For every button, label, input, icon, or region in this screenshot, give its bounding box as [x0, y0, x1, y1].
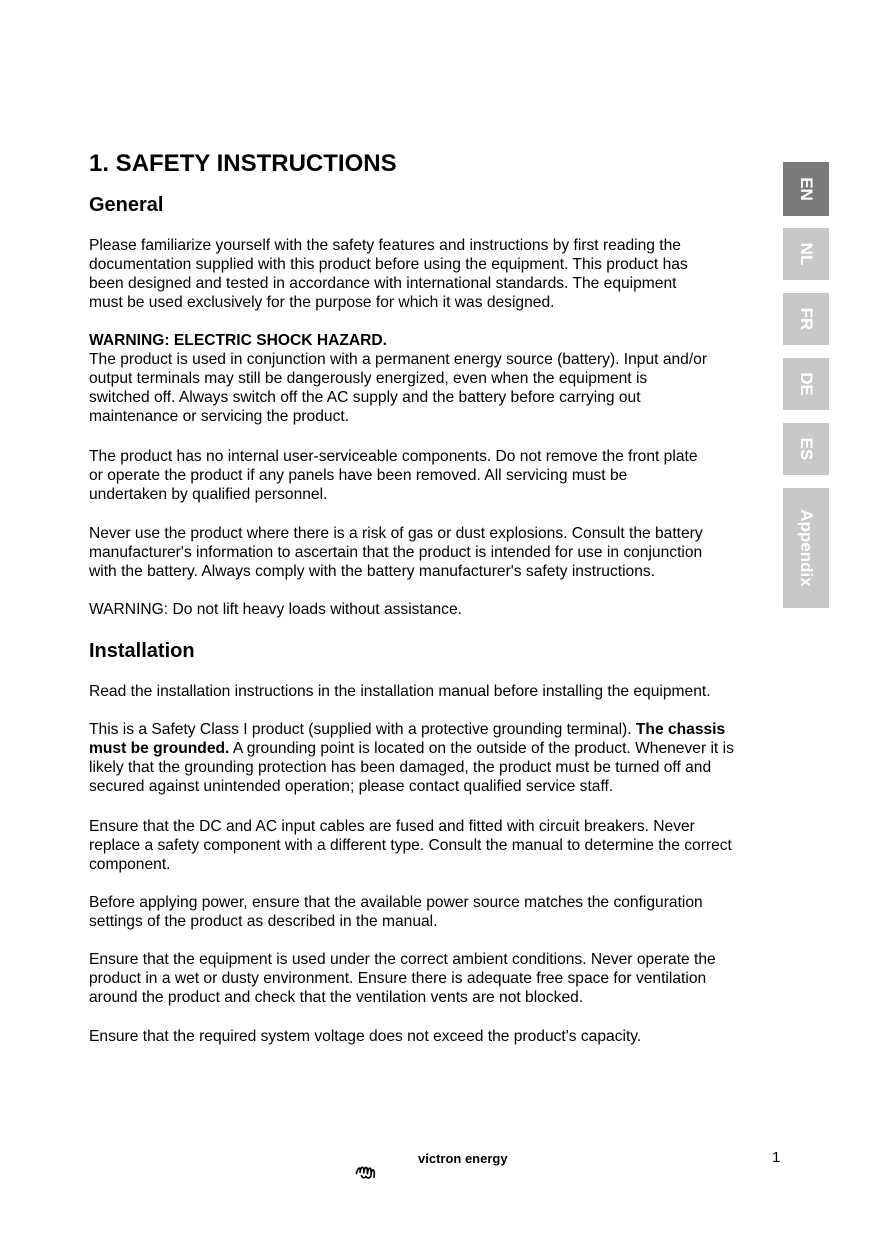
text-line: documentation supplied with this product before using the equipment. This product has: [89, 256, 688, 273]
text-line: Before applying power, ensure that the available power source matches the configuration: [89, 894, 703, 911]
general-paragraph-5: [89, 600, 789, 619]
text-line: likely that the grounding protection has been damaged, the product must be turned off and: [89, 759, 712, 776]
tab-es[interactable]: [783, 423, 829, 475]
general-paragraph-3: [89, 447, 789, 504]
tab-nl[interactable]: [783, 228, 829, 280]
general-paragraph-1: [89, 236, 789, 312]
tab-label: FR: [797, 307, 816, 331]
page-title: 1. SAFETY INSTRUCTIONS: [89, 150, 397, 177]
tab-fr[interactable]: [783, 293, 829, 345]
emphasis-text: The chassis: [635, 721, 726, 738]
text-line: undertaken by qualified personnel.: [89, 486, 328, 503]
text-line: Ensure that the DC and AC input cables are fused and fitted with circuit breakers. Never: [89, 818, 695, 835]
text-line: Read the installation instructions in the installation manual before installing the equipment.: [89, 683, 711, 700]
text-line: or operate the product if any panels have been removed. All servicing must be: [89, 467, 628, 484]
text-line: The product is used in conjunction with a permanent energy source (battery). Input and/or: [89, 351, 708, 368]
text-line: manufacturer's information to ascertain that the product is intended for use in conjunction: [89, 544, 703, 561]
page-number: 1: [772, 1149, 781, 1166]
tab-label: NL: [797, 242, 816, 266]
text-line: [89, 720, 789, 739]
section-title-installation: Installation: [89, 640, 195, 662]
general-warning-paragraph: [89, 331, 789, 426]
tab-appendix[interactable]: [783, 488, 829, 608]
text-line: settings of the product as described in the manual.: [89, 913, 438, 930]
warning-title: WARNING: ELECTRIC SHOCK HAZARD.: [89, 332, 388, 349]
logo-text: victron energy: [418, 1151, 508, 1166]
text-line: Ensure that the equipment is used under the correct ambient conditions. Never operate the: [89, 951, 716, 968]
general-paragraph-4: [89, 524, 789, 581]
text-line: maintenance or servicing the product.: [89, 408, 350, 425]
installation-paragraph-1: [89, 682, 789, 701]
tab-label: EN: [797, 177, 816, 201]
section-title-general: General: [89, 194, 164, 216]
text-line: [89, 739, 789, 758]
tab-label: Appendix: [797, 509, 816, 587]
text-line: product in a wet or dusty environment. Ensure there is adequate free space for ventilation: [89, 970, 707, 987]
tab-en[interactable]: [783, 162, 829, 216]
text-line: Please familiarize yourself with the safety features and instructions by first reading the: [89, 237, 681, 254]
text-line: WARNING: Do not lift heavy loads without assistance.: [89, 601, 462, 618]
installation-paragraph-6: [89, 1027, 789, 1046]
text-line: Ensure that the required system voltage does not exceed the product's capacity.: [89, 1028, 642, 1045]
text-line: component.: [89, 856, 171, 873]
text-line: replace a safety component with a different type. Consult the manual to determine the correct: [89, 837, 732, 854]
installation-paragraph-5: [89, 950, 789, 1007]
installation-paragraph-4: [89, 893, 789, 931]
victron-logo-icon: [355, 1148, 417, 1194]
text-line: secured against unintended operation; please contact qualified service staff.: [89, 778, 614, 795]
tab-de[interactable]: [783, 358, 829, 410]
text-line: must be used exclusively for the purpose for which it was designed.: [89, 294, 555, 311]
text-line: The product has no internal user-serviceable components. Do not remove the front plate: [89, 448, 698, 465]
text-line: been designed and tested in accordance with international standards. The equipment: [89, 275, 677, 292]
emphasis-text: must be grounded.: [89, 740, 230, 757]
installation-paragraph-2: [89, 720, 789, 796]
text-line: with the battery. Always comply with the battery manufacturer's safety instructions.: [89, 563, 656, 580]
text-line: around the product and check that the ventilation vents are not blocked.: [89, 989, 584, 1006]
installation-paragraph-3: [89, 817, 789, 874]
tab-label: DE: [797, 372, 816, 396]
tab-label: ES: [797, 437, 816, 461]
text-run: A grounding point is located on the outside of the product. Whenever it is: [229, 740, 734, 757]
text-line: switched off. Always switch off the AC supply and the battery before carrying out: [89, 389, 641, 406]
text-run: This is a Safety Class I product (supplied with a protective grounding terminal).: [89, 721, 636, 738]
text-line: output terminals may still be dangerously energized, even when the equipment is: [89, 370, 648, 387]
text-line: Never use the product where there is a risk of gas or dust explosions. Consult the battery: [89, 525, 703, 542]
